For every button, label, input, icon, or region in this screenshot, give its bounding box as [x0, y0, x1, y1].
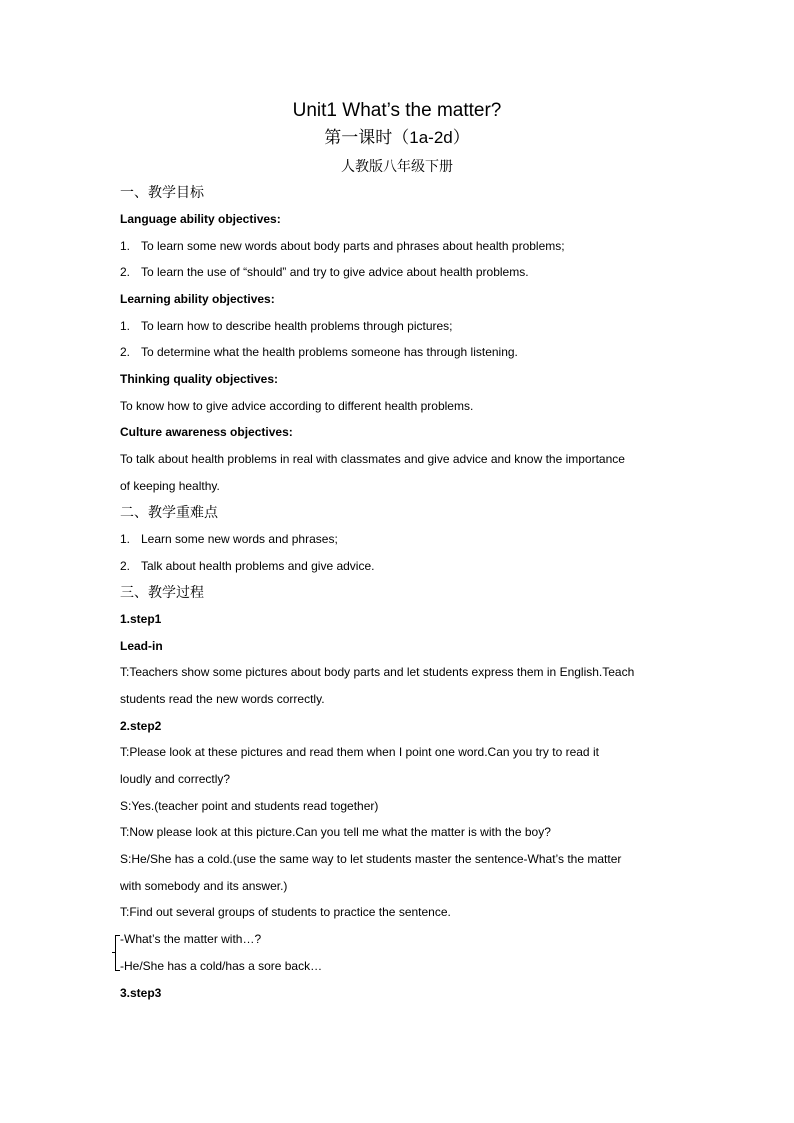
list-item [120, 317, 680, 335]
list-text: To determine what the health problems someone has through listening. [141, 345, 518, 359]
list-number: 2. [120, 265, 131, 279]
culture-objectives-text-cont: of keeping healthy. [120, 479, 220, 493]
list-item [120, 237, 680, 255]
list-number: 2. [120, 559, 131, 573]
section-heading-key-points: 二、教学重难点 [120, 504, 218, 520]
student-line: S:He/She has a cold.(use the same way to let students master the sentence-What’s the matter [120, 852, 622, 866]
teacher-line: T:Now please look at this picture.Can you tell me what the matter is with the boy? [120, 825, 551, 839]
list-number: 1. [120, 239, 131, 253]
list-item [120, 530, 680, 548]
dialog-bracket-tip [112, 952, 116, 953]
section-heading-objectives: 一、教学目标 [120, 184, 204, 200]
list-item [120, 263, 680, 281]
section-heading-procedure: 三、教学过程 [120, 584, 204, 600]
teacher-line-cont: loudly and correctly? [120, 772, 231, 786]
lead-in-label: Lead-in [120, 639, 163, 653]
culture-objectives-heading: Culture awareness objectives: [120, 425, 293, 439]
document-title: Unit1 What’s the matter? [292, 100, 502, 121]
textbook-edition: 人教版八年级下册 [341, 158, 453, 174]
lesson-subtitle: 第一课时（1a-2d） [324, 128, 470, 147]
teacher-line: T:Find out several groups of students to practice the sentence. [120, 905, 451, 919]
list-number: 1. [120, 532, 131, 546]
list-item [120, 343, 680, 361]
step2-label: 2.step2 [120, 719, 162, 733]
language-objectives-heading: Language ability objectives: [120, 212, 281, 226]
list-number: 2. [120, 345, 131, 359]
student-line: S:Yes.(teacher point and students read together) [120, 799, 379, 813]
teacher-line: T:Please look at these pictures and read them when I point one word.Can you try to read it [120, 745, 599, 759]
step3-label: 3.step3 [120, 986, 162, 1000]
list-text: To learn the use of “should” and try to give advice about health problems. [141, 265, 529, 279]
thinking-objectives-text: To know how to give advice according to different health problems. [120, 399, 474, 413]
list-item [120, 557, 680, 575]
dialog-question: -What’s the matter with…? [120, 932, 262, 946]
list-text: To learn some new words about body parts and phrases about health problems; [141, 239, 565, 253]
thinking-objectives-heading: Thinking quality objectives: [120, 372, 279, 386]
dialog-answer: -He/She has a cold/has a sore back… [120, 959, 323, 973]
learning-objectives-heading: Learning ability objectives: [120, 292, 275, 306]
teacher-line-cont: students read the new words correctly. [120, 692, 325, 706]
list-text: Learn some new words and phrases; [141, 532, 338, 546]
teacher-line: T:Teachers show some pictures about body parts and let students express them in English.Teach [120, 665, 635, 679]
list-text: Talk about health problems and give advice. [141, 559, 375, 573]
step1-label: 1.step1 [120, 612, 162, 626]
student-line-cont: with somebody and its answer.) [120, 879, 288, 893]
culture-objectives-text: To talk about health problems in real with classmates and give advice and know the importance [120, 452, 625, 466]
list-number: 1. [120, 319, 131, 333]
list-text: To learn how to describe health problems through pictures; [141, 319, 453, 333]
